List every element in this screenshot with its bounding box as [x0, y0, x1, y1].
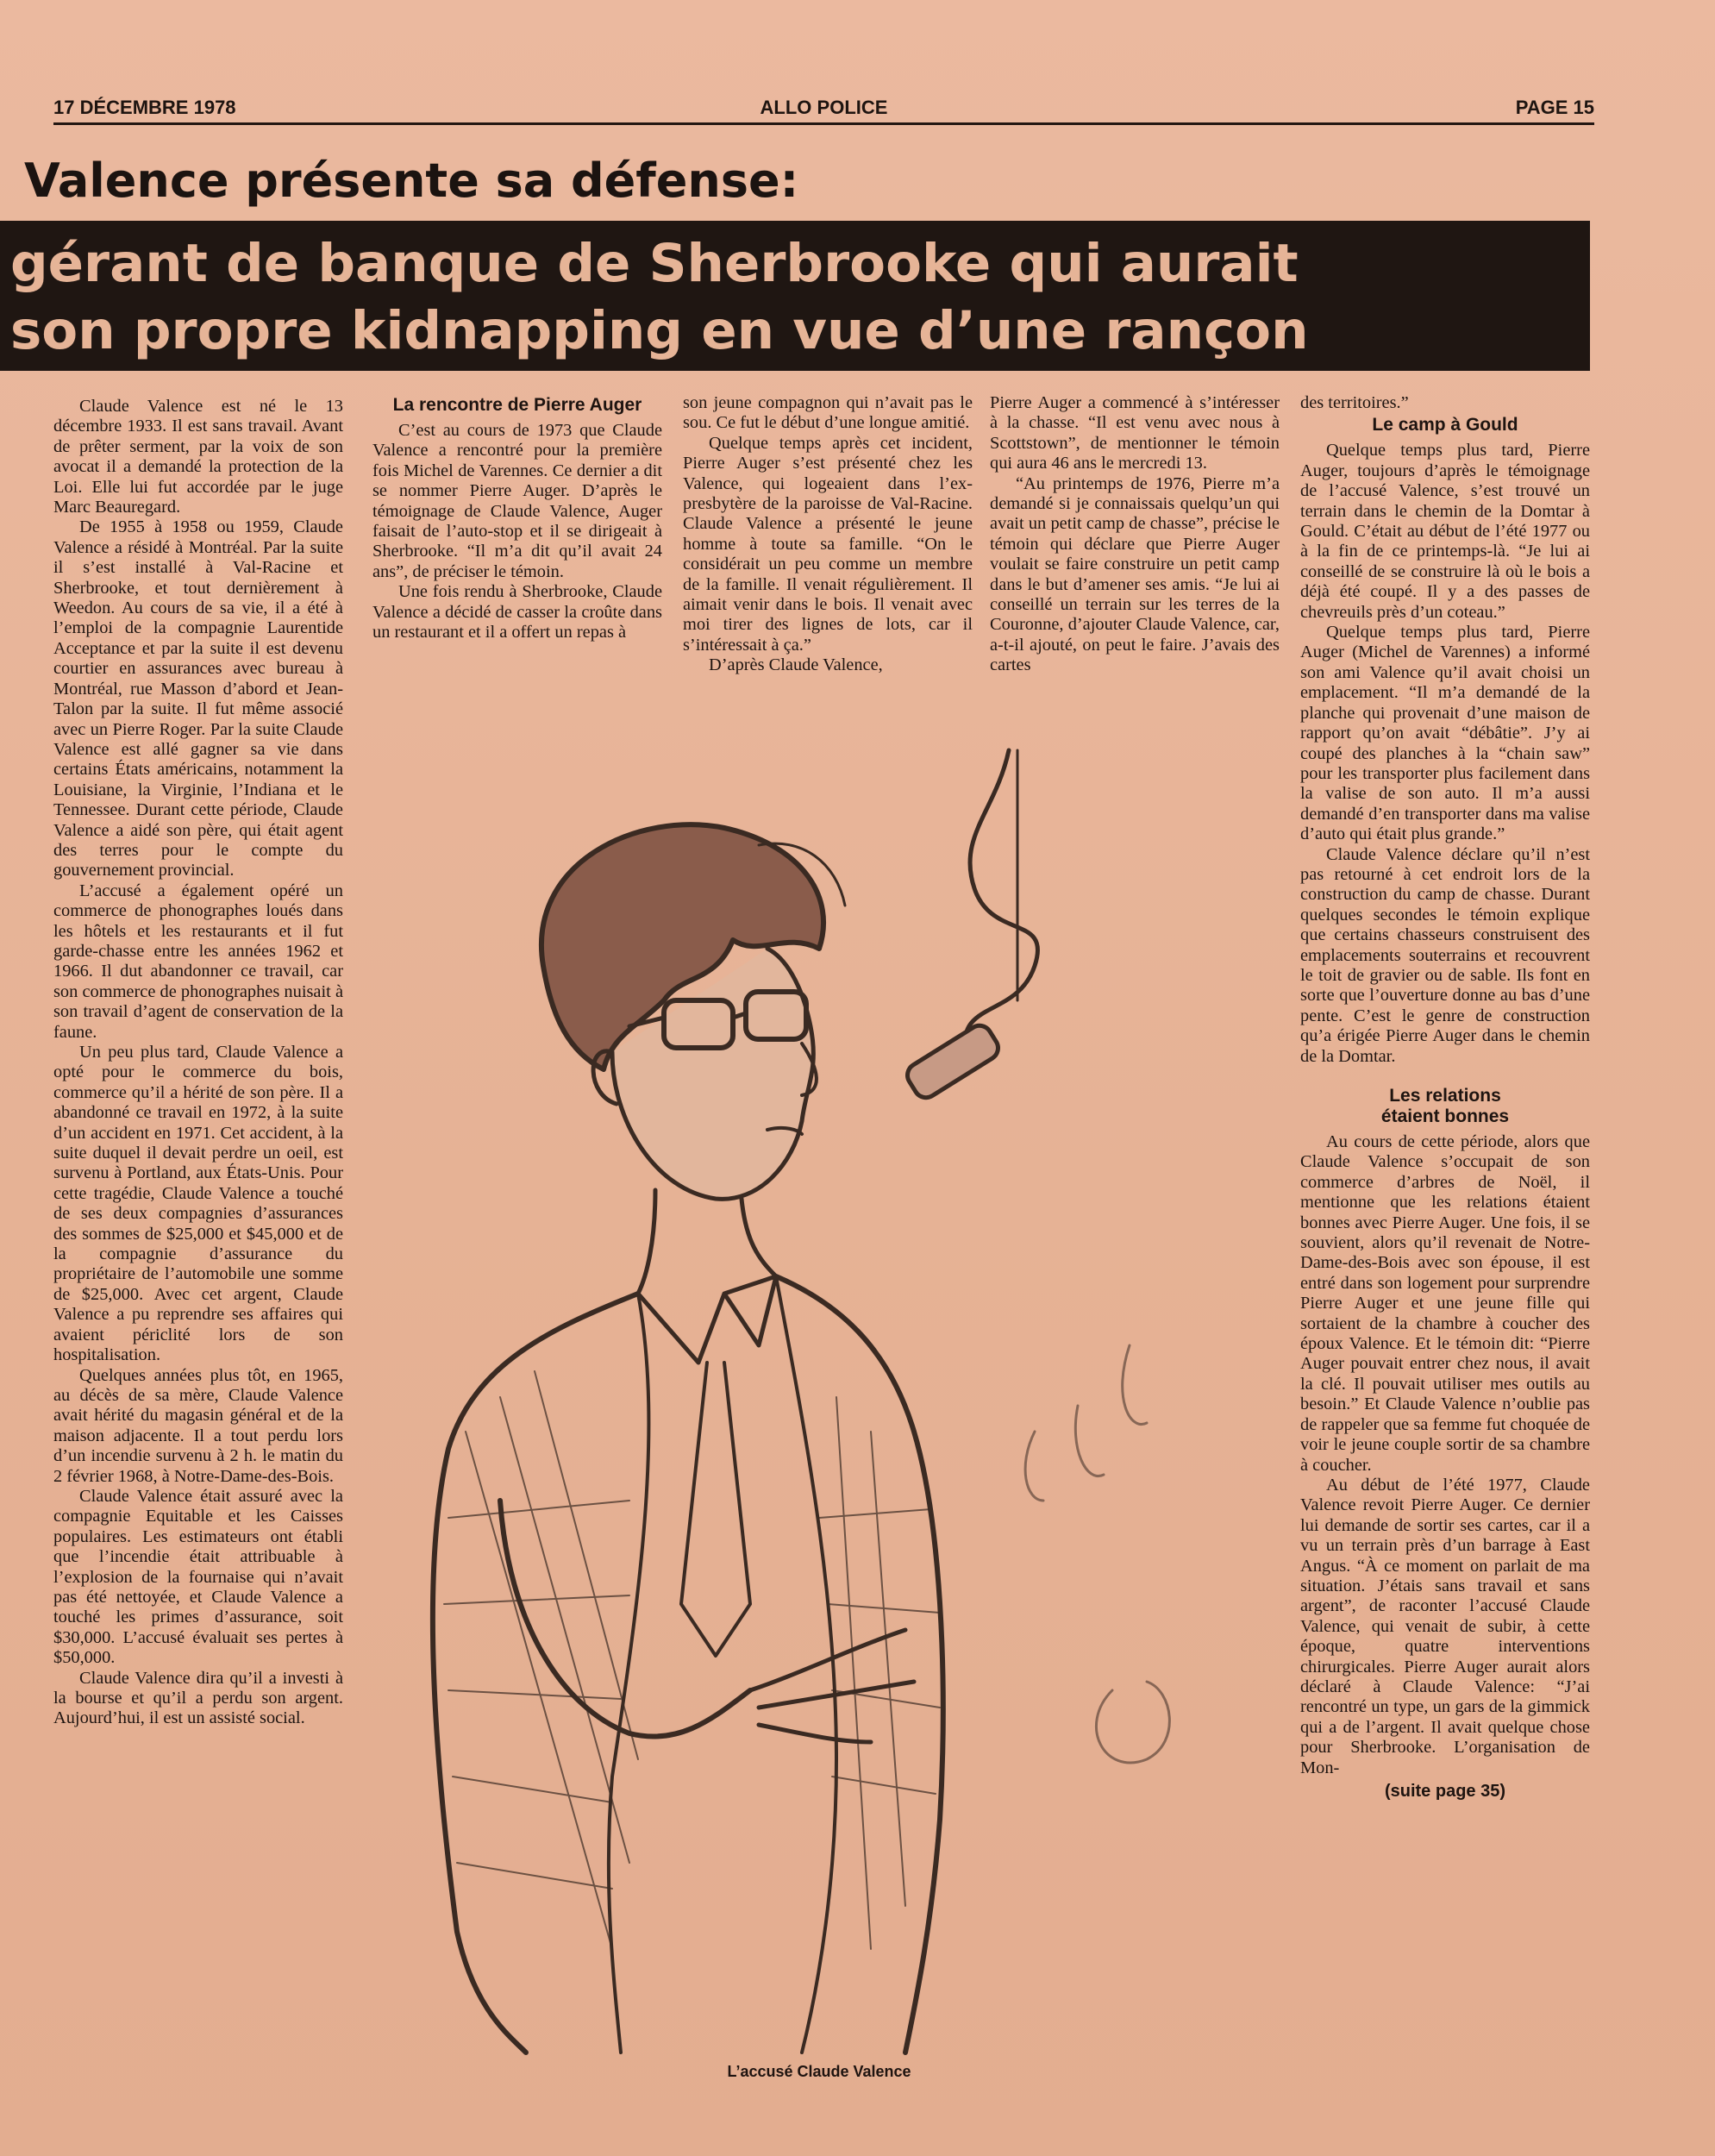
sketch-caption: L’accusé Claude Valence [727, 2063, 911, 2080]
paragraph: Au début de l’été 1977, Claude Valence revoit Pierre Auger. Ce dernier lui demande de sortir ses cartes, car il a vu un terrain près d’un barrage à East Angus. “À ce moment on parlait de ma situation. J’étais sans travail et sans argent”, de raconter l’accusé Claude Valence, qui venait de subir, à cette époque, quatre interventions chirurgicales. Pierre Auger aurait alors déclaré à Claude Valence: “J’ai rencontré un type, un gars de la gimmick qui a de l’argent. Il avait quelque chose pour Sherbrooke. L’organisation de Mon- [1300, 1475, 1590, 1777]
page-number: PAGE 15 [1515, 97, 1594, 118]
headline-kicker: Valence présente sa défense: [24, 154, 799, 208]
article-column-1 [53, 397, 343, 2087]
subheading: Le camp à Gould [1372, 415, 1518, 436]
headline-banner [0, 221, 1590, 371]
paragraph: Claude Valence était assuré avec la compagnie Equitable et les Caisses populaires. Les estimateurs ont établi que l’incendie était attribuable à l’explosion de la fournaise qui n’avait pas été nettoyée, et Claude Valence a touché les primes d’assurance, soit $30,000. L’accusé évaluait ses pertes à $50,000. [53, 1486, 343, 1668]
paragraph: Claude Valence déclare qu’il n’est pas retourné à cet endroit lors de la construction du camp de chasse. Durant quelques secondes le témoin explique que certains chasseurs construisent des emplacements souterrains et recouvrent le toit de gravier ou de sable. Ils font en sorte que l’ouverture donne au bas d’une pente. C’est le genre de construction qu’a érigée Pierre Auger dans le chemin de la Domtar. [1300, 844, 1590, 1066]
subheading: La rencontre de Pierre Auger [392, 395, 642, 415]
paragraph: L’accusé a également opéré un commerce de phonographes loués dans les hôtels et les restaurants et il fut garde-chasse entre les années 1962 et 1966. Il dut abandonner ce travail, car son commerce de phonographes nuisait à son travail d’agent de conservation de la faune. [53, 881, 343, 1042]
article-column-5 [1300, 393, 1590, 2109]
paragraph: Claude Valence dira qu’il a investi à la bourse et qu’il a perdu son argent. Aujourd’hui, il est un assisté social. [53, 1668, 343, 1728]
paragraph: Une fois rendu à Sherbrooke, Claude Valence a décidé de casser la croûte dans un restaurant et il a offert un repas à [372, 582, 662, 642]
article-column-4 [990, 393, 1280, 738]
paragraph: C’est au cours de 1973 que Claude Valence a rencontré pour la première fois Michel de Varennes. Ce dernier a dit se nommer Pierre Auger. D’après le témoignage de Claude Valence, Auger faisait de l’auto-stop et il se dirigeait à Sherbrooke. “Il m’a dit qu’il avait 24 ans”, de préciser le témoin. [372, 421, 662, 581]
paragraph: Quelque temps plus tard, Pierre Auger (Michel de Varennes) a informé son ami Valence qu’il avait choisi un emplacement. “Il m’a demandé de la planche qui provenait d’une maison de rapport qu’on avait “débâtie”. J’y ai coupé des planches à la “chain saw” pour les transporter plus facilement dans la valise de son auto. Il m’a aussi demandé d’en transporter dans ma valise d’auto qui était plus grande.” [1300, 623, 1590, 844]
issue-date: 17 DÉCEMBRE 1978 [53, 97, 236, 118]
paragraph: Quelque temps plus tard, Pierre Auger, toujours d’après le témoignage de l’accusé Valence, s’est trouvé un terrain dans le chemin de la Domtar à Gould. C’était au début de l’été 1977 ou à la fin de ce printemps-là. “Je lui ai conseillé de se construire là où le bois a déjà été coupé. Il y a des passes de chevreuils près d’un coteau.” [1300, 441, 1590, 622]
headline-line-1: gérant de banque de Sherbrooke qui aurait [10, 233, 1299, 294]
headline-line-2: son propre kidnapping en vue d’une rançon [10, 300, 1309, 361]
paragraph: Au cours de cette période, alors que Claude Valence s’occupait de son commerce d’arbres de Noël, il mentionne que les relations étaient bonnes avec Pierre Auger. Une fois, il se souvient, alors qu’il revenait de Notre-Dame-des-Bois avec son épouse, il est entré dans son logement pour surprendre Pierre Auger et une jeune fille qui sortaient de la chambre à coucher des époux Valence. Et le témoin dit: “Pierre Auger pouvait entrer chez nous, il avait la clé. Il pouvait utiliser mes outils au besoin.” Et Claude Valence n’oublie pas de rappeler que sa femme fut choquée de voir le jeune couple sortir de sa chambre à coucher. [1300, 1132, 1590, 1475]
courtroom-sketch [354, 742, 1285, 2061]
paragraph: Un peu plus tard, Claude Valence a opté pour le commerce du bois, commerce qu’il a hérité de son père. Il a abandonné ce travail en 1972, à la suite d’un accident en 1971. Cet accident, à la suite duquel il devait perdre un oeil, est survenu à Portland, aux États-Unis. Pour cette tragédie, Claude Valence a touché de ses deux compagnies d’assurances des sommes de $25,000 et $45,000 et de la compagnie d’assurance du propriétaire de l’automobile une somme de $25,000. Avec cet argent, Claude Valence a pu reprendre ses affaires qui avaient périclité lors de son hospitalisation. [53, 1043, 343, 1365]
running-head [53, 93, 1594, 125]
article-column-2 [372, 393, 662, 738]
paragraph: des territoires.” [1300, 393, 1409, 412]
subheading: Les relations étaient bonnes [1380, 1086, 1510, 1126]
paragraph: Claude Valence est né le 13 décembre 1933. Il est sans travail. Avant de prêter serment, par la voix de son avocat il a demandé la protection de la Loi. Elle lui fut accordée par le juge Marc Beauregard. [53, 397, 343, 517]
publication-name: ALLO POLICE [760, 97, 888, 118]
paragraph: Pierre Auger a commencé à s’intéresser à la chasse. “Il est venu avec nous à Scottstown”, de mentionner le témoin qui aura 46 ans le mercredi 13. [990, 393, 1280, 473]
continued-note: (suite page 35) [1384, 1782, 1506, 1801]
paragraph: Quelque temps après cet incident, Pierre Auger s’est présenté chez les Valence, qui logeaient dans l’ex-presbytère de la paroisse de Val-Racine. Claude Valence a présenté le jeune homme à toute sa famille. “On le considérait un peu comme un membre de la famille. Il venait régulièrement. Il aimait venir dans le bois. Il venait avec moi tirer des lignes de lots, car il s’intéressait à ça.” [683, 433, 973, 655]
paragraph: son jeune compagnon qui n’avait pas le sou. Ce fut le début d’une longue amitié. [683, 393, 973, 433]
article-column-3 [683, 393, 973, 738]
paragraph: Quelques années plus tôt, en 1965, au décès de sa mère, Claude Valence avait hérité du magasin général et de la maison adjacente. Il a tout perdu lors d’un incendie survenu à 2 h. le matin du 2 février 1968, à Notre-Dame-des-Bois. [53, 1365, 343, 1486]
paragraph: “Au printemps de 1976, Pierre m’a demandé si je connaissais quelqu’un qui avait un petit camp de chasse”, précise le témoin qui déclare que Pierre Auger voulait se faire construire un petit camp dans le but d’amener ses amis. “Je lui ai conseillé un terrain sur les terres de la Couronne, d’ajouter Claude Valence, car, a-t-il ajouté, on peut le faire. J’avais des cartes [990, 473, 1280, 675]
paragraph: De 1955 à 1958 ou 1959, Claude Valence a résidé à Montréal. Par la suite il s’est installé à Val-Racine et Sherbrooke, et tout dernièrement à Weedon. Au cours de sa vie, il a été à l’emploi de la compagnie Laurentide Acceptance et par la suite il est devenu courtier en assurances avec bureau à Montréal, rue Masson d’abord et Jean-Talon par la suite. Il fut même associé avec un Pierre Roger. Par la suite Claude Valence est allé gagner sa vie dans certains États américains, notamment la Louisiane, la Virginie, l’Indiana et le Tennessee. Durant cette période, Claude Valence a aidé son père, qui était agent des terres pour le compte du gouvernement provincial. [53, 517, 343, 881]
paragraph: D’après Claude Valence, [709, 655, 883, 675]
